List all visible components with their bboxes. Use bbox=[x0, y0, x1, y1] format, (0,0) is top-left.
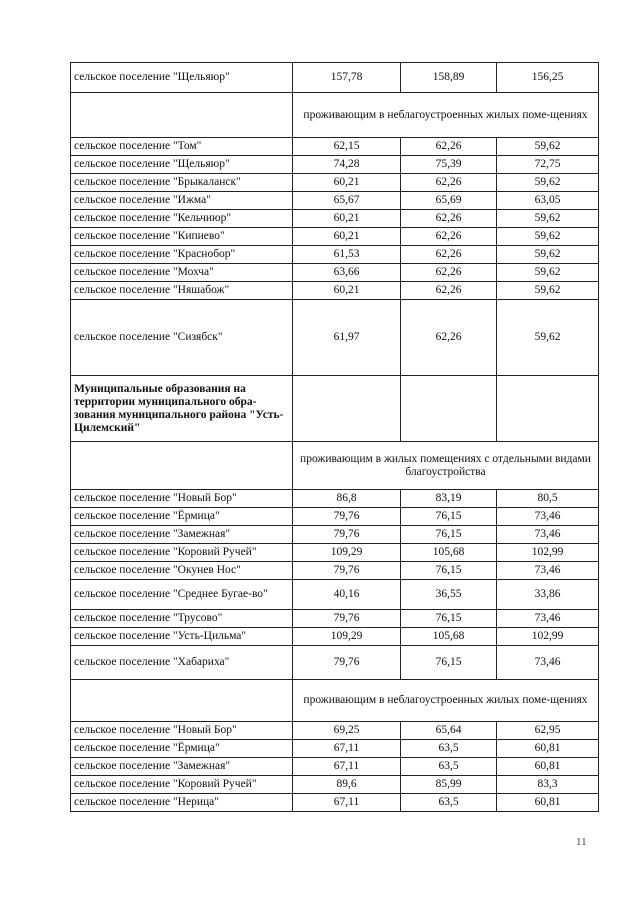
tariff-value-3: 83,3 bbox=[497, 776, 599, 794]
page-number: 11 bbox=[576, 836, 587, 848]
tariff-value-3: 59,62 bbox=[497, 246, 599, 264]
tariff-value-1: 61,53 bbox=[293, 246, 401, 264]
settlement-name: сельское поселение "Щельяюр" bbox=[71, 63, 293, 93]
tariff-value-1: 86,8 bbox=[293, 490, 401, 508]
tariff-value-2: 62,26 bbox=[401, 210, 497, 228]
tariff-value-2: 62,26 bbox=[401, 300, 497, 376]
settlement-name: сельское поселение "Коровий Ручей" bbox=[71, 776, 293, 794]
settlement-name: сельское поселение "Замежная" bbox=[71, 758, 293, 776]
section-header-row bbox=[71, 680, 599, 722]
tariff-value-2: 63,5 bbox=[401, 794, 497, 812]
empty-cell bbox=[401, 376, 497, 442]
empty-cell bbox=[293, 376, 401, 442]
tariff-value-1: 89,6 bbox=[293, 776, 401, 794]
table-row bbox=[71, 63, 599, 93]
tariff-value-2: 76,15 bbox=[401, 526, 497, 544]
table-row bbox=[71, 490, 599, 508]
tariff-value-3: 59,62 bbox=[497, 174, 599, 192]
settlement-name: сельское поселение "Коровий Ручей" bbox=[71, 544, 293, 562]
tariff-value-2: 62,26 bbox=[401, 174, 497, 192]
tariff-value-1: 65,67 bbox=[293, 192, 401, 210]
table-row bbox=[71, 192, 599, 210]
tariff-value-3: 80,5 bbox=[497, 490, 599, 508]
table-row bbox=[71, 562, 599, 580]
tariff-value-1: 60,21 bbox=[293, 282, 401, 300]
table-row bbox=[71, 138, 599, 156]
settlement-name: сельское поселение "Нерица" bbox=[71, 794, 293, 812]
settlement-name: сельское поселение "Ижма" bbox=[71, 192, 293, 210]
tariff-value-3: 102,99 bbox=[497, 628, 599, 646]
tariff-value-2: 63,5 bbox=[401, 740, 497, 758]
table-row bbox=[71, 544, 599, 562]
settlement-name: сельское поселение "Няшабож" bbox=[71, 282, 293, 300]
settlement-name: сельское поселение "Мохча" bbox=[71, 264, 293, 282]
tariff-value-2: 105,68 bbox=[401, 544, 497, 562]
settlement-name: сельское поселение "Краснобор" bbox=[71, 246, 293, 264]
tariff-value-1: 67,11 bbox=[293, 740, 401, 758]
settlement-name: сельское поселение "Хабариха" bbox=[71, 646, 293, 680]
tariff-value-1: 109,29 bbox=[293, 544, 401, 562]
tariff-value-1: 60,21 bbox=[293, 210, 401, 228]
tariff-value-1: 157,78 bbox=[293, 63, 401, 93]
tariff-value-3: 73,46 bbox=[497, 508, 599, 526]
table-row bbox=[71, 526, 599, 544]
tariff-value-3: 73,46 bbox=[497, 526, 599, 544]
settlement-name: сельское поселение "Замежная" bbox=[71, 526, 293, 544]
tariff-value-2: 76,15 bbox=[401, 610, 497, 628]
tariff-table bbox=[70, 62, 599, 812]
tariff-value-3: 62,95 bbox=[497, 722, 599, 740]
settlement-name: сельское поселение "Среднее Бугае-во" bbox=[71, 580, 293, 610]
table-row bbox=[71, 508, 599, 526]
table-row bbox=[71, 722, 599, 740]
tariff-value-3: 63,05 bbox=[497, 192, 599, 210]
settlement-name: сельское поселение "Трусово" bbox=[71, 610, 293, 628]
tariff-value-3: 33,86 bbox=[497, 580, 599, 610]
tariff-value-1: 40,16 bbox=[293, 580, 401, 610]
tariff-value-2: 158,89 bbox=[401, 63, 497, 93]
settlement-name: сельское поселение "Сизябск" bbox=[71, 300, 293, 376]
tariff-value-3: 73,46 bbox=[497, 562, 599, 580]
tariff-value-2: 62,26 bbox=[401, 282, 497, 300]
tariff-value-3: 60,81 bbox=[497, 794, 599, 812]
tariff-value-3: 59,62 bbox=[497, 210, 599, 228]
table-row bbox=[71, 174, 599, 192]
municipality-title: Муниципальные образования на территории муниципального обра-зования муниципального района "Усть-Цилемский" bbox=[71, 376, 293, 442]
tariff-value-3: 59,62 bbox=[497, 228, 599, 246]
tariff-value-2: 83,19 bbox=[401, 490, 497, 508]
table-row bbox=[71, 740, 599, 758]
table-row bbox=[71, 156, 599, 174]
settlement-name: сельское поселение "Щельяюр" bbox=[71, 156, 293, 174]
tariff-value-1: 63,66 bbox=[293, 264, 401, 282]
section-header-row bbox=[71, 442, 599, 490]
table-row bbox=[71, 246, 599, 264]
tariff-value-1: 60,21 bbox=[293, 228, 401, 246]
tariff-value-2: 105,68 bbox=[401, 628, 497, 646]
tariff-value-3: 60,81 bbox=[497, 758, 599, 776]
tariff-value-3: 156,25 bbox=[497, 63, 599, 93]
tariff-value-2: 76,15 bbox=[401, 508, 497, 526]
tariff-value-2: 85,99 bbox=[401, 776, 497, 794]
section-header-row bbox=[71, 93, 599, 138]
table-row bbox=[71, 610, 599, 628]
tariff-table-body bbox=[71, 63, 599, 812]
tariff-value-3: 59,62 bbox=[497, 282, 599, 300]
tariff-value-1: 67,11 bbox=[293, 794, 401, 812]
table-row bbox=[71, 776, 599, 794]
tariff-value-3: 102,99 bbox=[497, 544, 599, 562]
tariff-value-3: 73,46 bbox=[497, 610, 599, 628]
settlement-name: сельское поселение "Брыкаланск" bbox=[71, 174, 293, 192]
table-row bbox=[71, 300, 599, 376]
table-row bbox=[71, 580, 599, 610]
table-row bbox=[71, 794, 599, 812]
tariff-value-1: 61,97 bbox=[293, 300, 401, 376]
tariff-value-1: 67,11 bbox=[293, 758, 401, 776]
settlement-name: сельское поселение "Новый Бор" bbox=[71, 722, 293, 740]
table-row bbox=[71, 210, 599, 228]
tariff-value-1: 79,76 bbox=[293, 610, 401, 628]
tariff-value-2: 36,55 bbox=[401, 580, 497, 610]
section-header: проживающим в жилых помещениях с отдельными видами благоустройства bbox=[293, 442, 599, 490]
tariff-value-1: 109,29 bbox=[293, 628, 401, 646]
table-row bbox=[71, 628, 599, 646]
tariff-value-2: 65,64 bbox=[401, 722, 497, 740]
tariff-value-2: 62,26 bbox=[401, 228, 497, 246]
tariff-value-3: 60,81 bbox=[497, 740, 599, 758]
empty-cell bbox=[497, 376, 599, 442]
tariff-value-1: 79,76 bbox=[293, 646, 401, 680]
tariff-value-1: 60,21 bbox=[293, 174, 401, 192]
tariff-value-1: 74,28 bbox=[293, 156, 401, 174]
tariff-value-2: 62,26 bbox=[401, 264, 497, 282]
tariff-value-2: 65,69 bbox=[401, 192, 497, 210]
tariff-value-1: 79,76 bbox=[293, 562, 401, 580]
tariff-value-1: 69,25 bbox=[293, 722, 401, 740]
table-row bbox=[71, 646, 599, 680]
tariff-value-2: 62,26 bbox=[401, 138, 497, 156]
tariff-value-1: 62,15 bbox=[293, 138, 401, 156]
settlement-name: сельское поселение "Окунев Нос" bbox=[71, 562, 293, 580]
table-row bbox=[71, 282, 599, 300]
section-empty-cell bbox=[71, 93, 293, 138]
tariff-value-1: 79,76 bbox=[293, 526, 401, 544]
tariff-value-2: 76,15 bbox=[401, 646, 497, 680]
tariff-value-3: 73,46 bbox=[497, 646, 599, 680]
settlement-name: сельское поселение "Ёрмица" bbox=[71, 508, 293, 526]
tariff-value-3: 59,62 bbox=[497, 138, 599, 156]
tariff-value-3: 59,62 bbox=[497, 264, 599, 282]
section-header: проживающим в неблагоустроенных жилых поме-щениях bbox=[293, 680, 599, 722]
tariff-value-2: 62,26 bbox=[401, 246, 497, 264]
tariff-value-2: 76,15 bbox=[401, 562, 497, 580]
settlement-name: сельское поселение "Усть-Цильма" bbox=[71, 628, 293, 646]
tariff-value-3: 72,75 bbox=[497, 156, 599, 174]
table-row bbox=[71, 264, 599, 282]
tariff-value-3: 59,62 bbox=[497, 300, 599, 376]
section-header: проживающим в неблагоустроенных жилых поме-щениях bbox=[293, 93, 599, 138]
tariff-value-1: 79,76 bbox=[293, 508, 401, 526]
settlement-name: сельское поселение "Кипиево" bbox=[71, 228, 293, 246]
section-empty-cell bbox=[71, 442, 293, 490]
table-row bbox=[71, 228, 599, 246]
settlement-name: сельское поселение "Том" bbox=[71, 138, 293, 156]
table-row bbox=[71, 758, 599, 776]
settlement-name: сельское поселение "Новый Бор" bbox=[71, 490, 293, 508]
settlement-name: сельское поселение "Ёрмица" bbox=[71, 740, 293, 758]
tariff-value-2: 75,39 bbox=[401, 156, 497, 174]
settlement-name: сельское поселение "Кельчиюр" bbox=[71, 210, 293, 228]
tariff-value-2: 63,5 bbox=[401, 758, 497, 776]
municipality-header-row bbox=[71, 376, 599, 442]
section-empty-cell bbox=[71, 680, 293, 722]
